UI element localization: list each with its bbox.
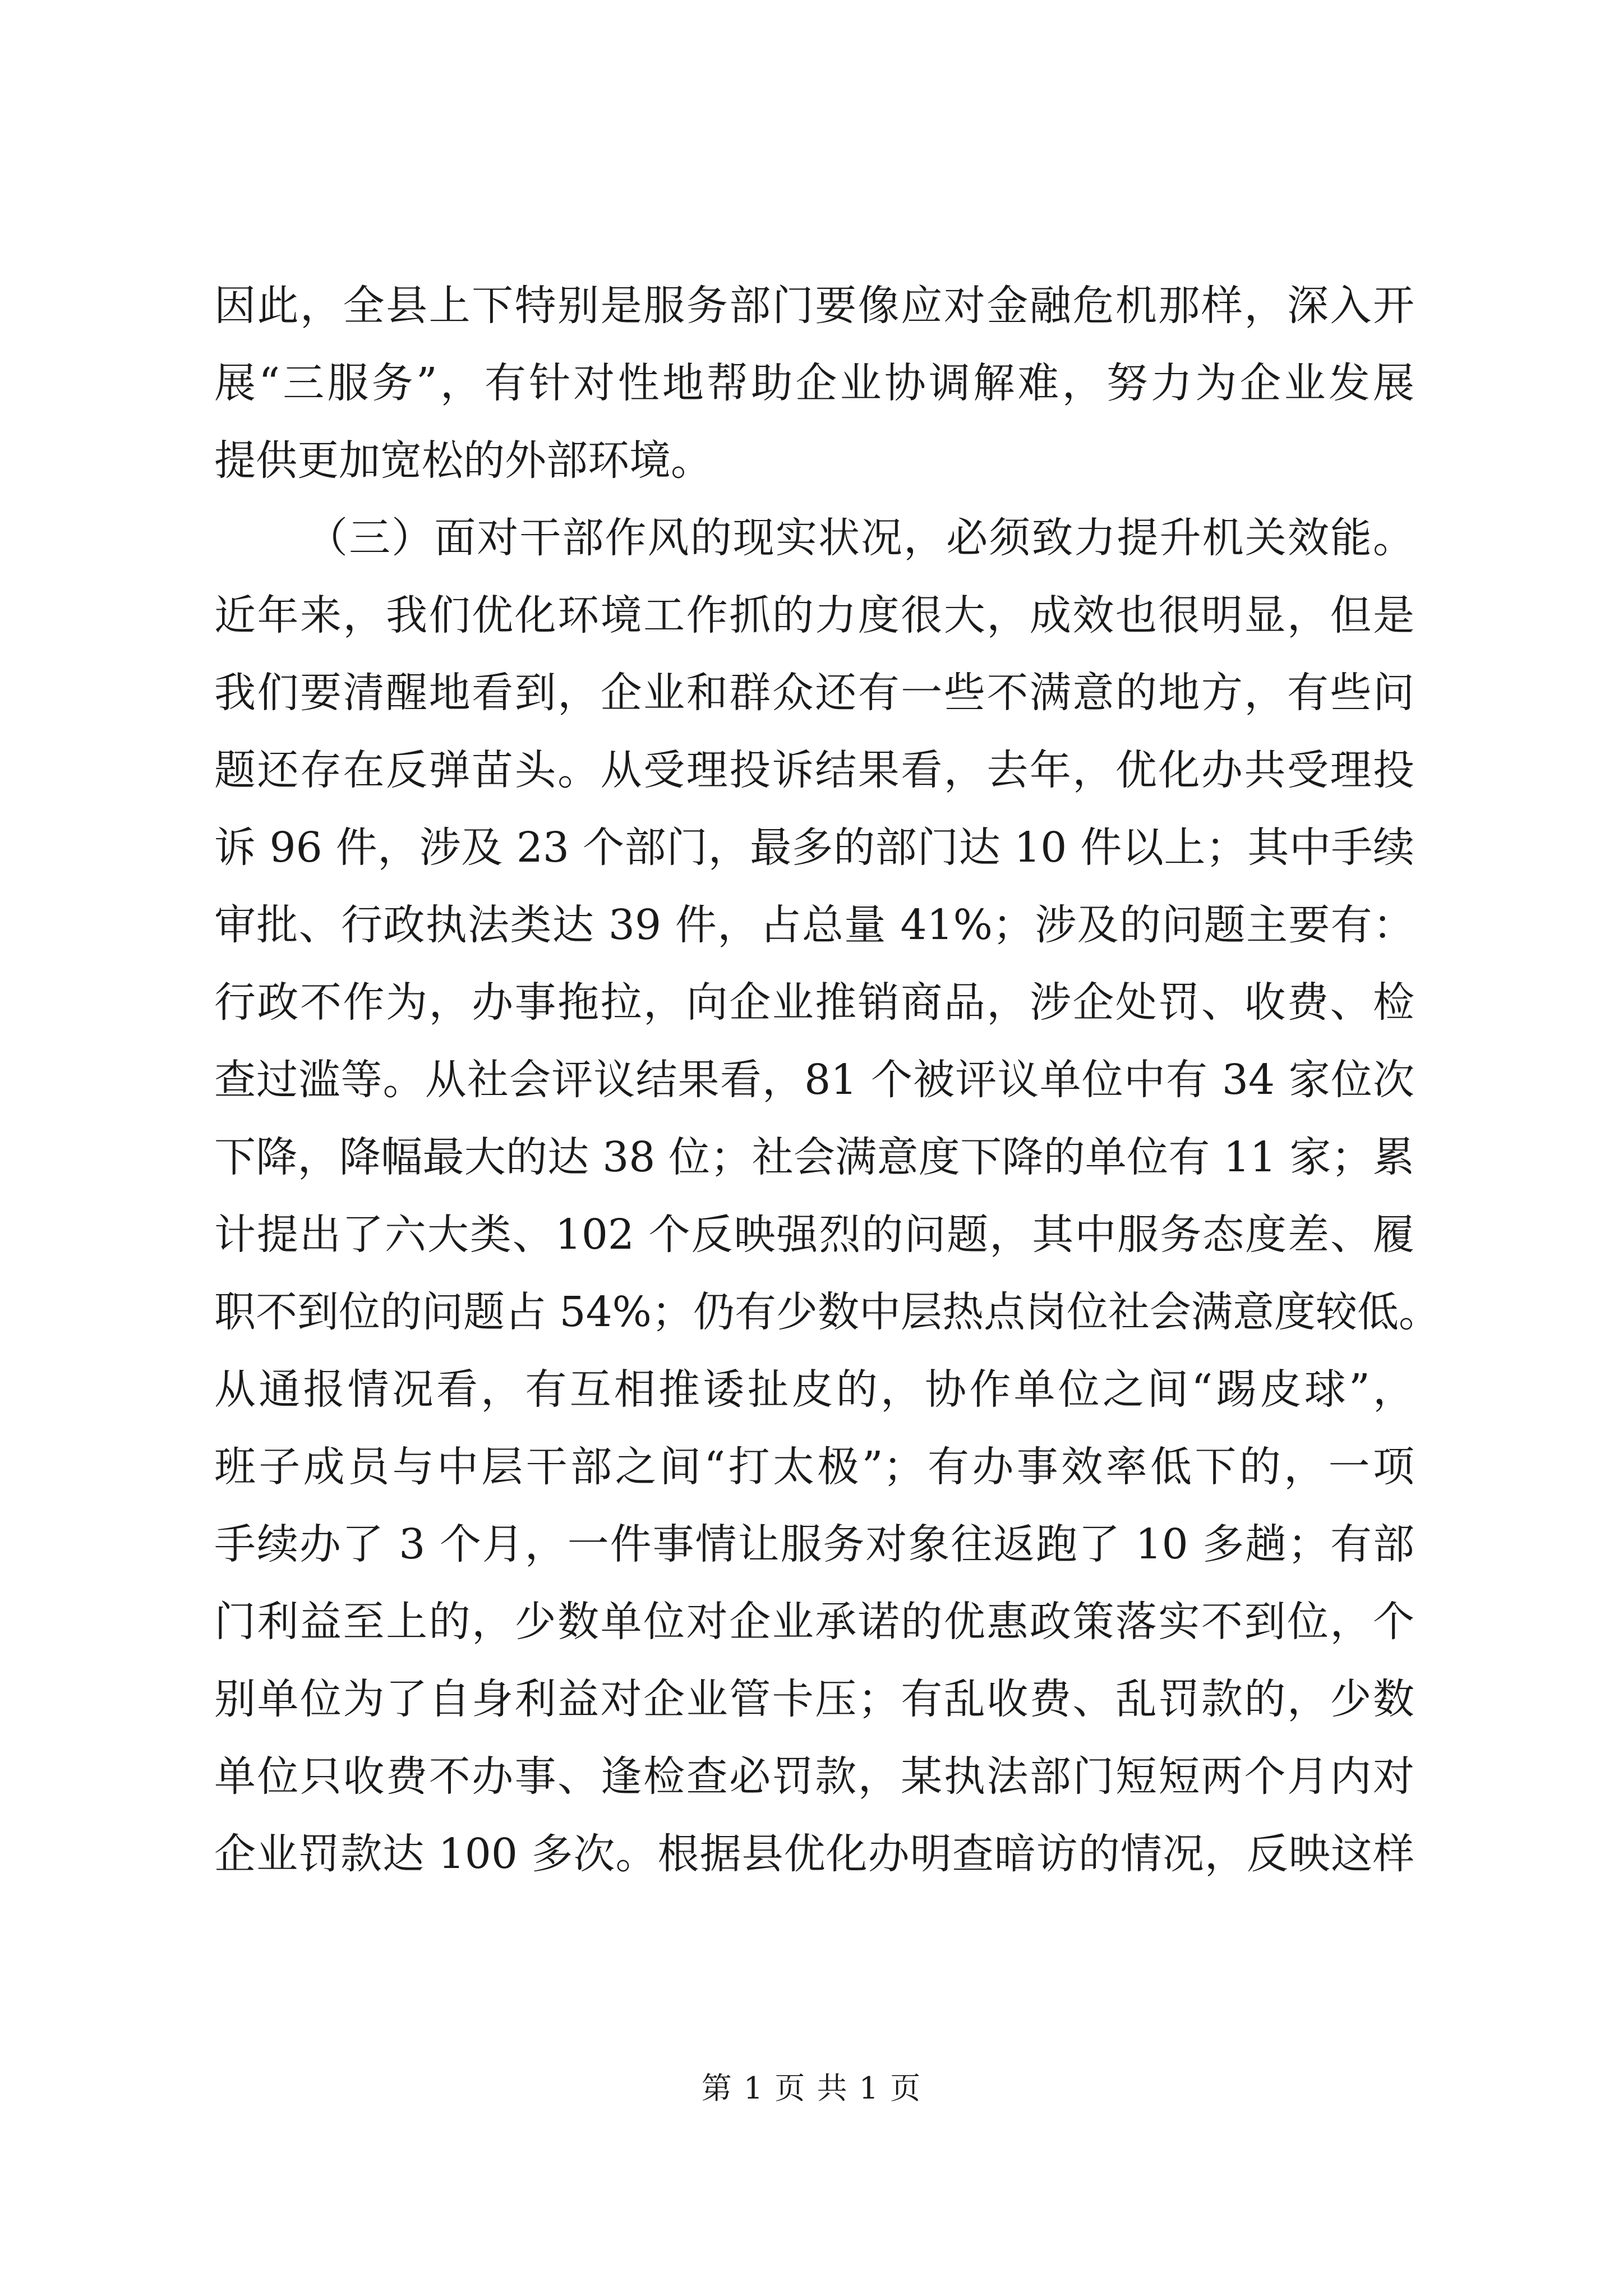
text-line: 我们要清醒地看到，企业和群众还有一些不满意的地方，有些问: [214, 669, 1414, 717]
text-line: 从通报情况看，有互相推诿扯皮的，协作单位之间“踢皮球”，: [214, 1365, 1414, 1414]
text-line: 职不到位的问题占 54%；仍有少数中层热点岗位社会满意度较低。: [214, 1288, 1440, 1336]
text-line: 企业罚款达 100 多次。根据县优化办明查暗访的情况，反映这样: [214, 1830, 1414, 1878]
text-line: 计提出了六大类、102 个反映强烈的问题，其中服务态度差、履: [214, 1211, 1414, 1259]
text-line: 审批、行政执法类达 39 件，占总量 41%；涉及的问题主要有：: [214, 901, 1414, 949]
text-line: 因此，全县上下特别是服务部门要像应对金融危机那样，深入开: [214, 282, 1414, 330]
section-heading-line: （三）面对干部作风的现实状况，必须致力提升机关效能。: [306, 514, 1414, 562]
text-line: 单位只收费不办事、逢检查必罚款，某执法部门短短两个月内对: [214, 1752, 1414, 1801]
text-line: 提供更加宽松的外部环境。: [214, 436, 712, 485]
document-body: [214, 267, 1440, 1893]
text-line: 行政不作为，办事拖拉，向企业推销商品，涉企处罚、收费、检: [214, 978, 1414, 1027]
page-footer: [0, 2069, 1623, 2108]
page-number-label: 第 1 页 共 1 页: [701, 2070, 922, 2106]
text-line: 门利益至上的，少数单位对企业承诺的优惠政策落实不到位，个: [214, 1598, 1414, 1646]
text-line: 诉 96 件，涉及 23 个部门，最多的部门达 10 件以上；其中手续: [214, 823, 1414, 872]
text-line: 班子成员与中层干部之间“打太极”；有办事效率低下的，一项: [214, 1443, 1414, 1491]
text-line: 查过滥等。从社会评议结果看，81 个被评议单位中有 34 家位次: [214, 1056, 1414, 1104]
text-line: 展“三服务”，有针对性地帮助企业协调解难，努力为企业发展: [214, 359, 1414, 407]
text-line: 别单位为了自身利益对企业管卡压；有乱收费、乱罚款的，少数: [214, 1675, 1414, 1723]
text-line: 手续办了 3 个月，一件事情让服务对象往返跑了 10 多趟；有部: [214, 1520, 1414, 1568]
text-line: 下降，降幅最大的达 38 位；社会满意度下降的单位有 11 家；累: [214, 1133, 1414, 1181]
text-line: 近年来，我们优化环境工作抓的力度很大，成效也很明显，但是: [214, 591, 1414, 639]
text-line: 题还存在反弹苗头。从受理投诉结果看，去年，优化办共受理投: [214, 746, 1414, 794]
